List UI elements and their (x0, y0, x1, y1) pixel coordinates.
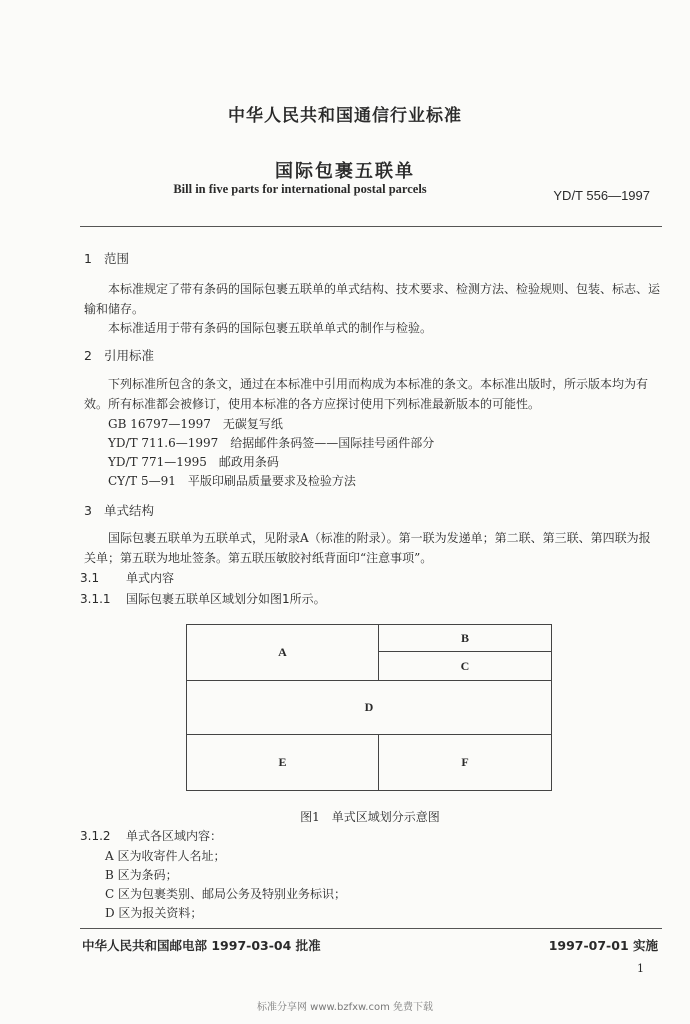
subsection-text: 国际包裹五联单区域划分如图1所示。 (126, 592, 326, 606)
region-d (187, 681, 551, 735)
section-title: 单式结构 (104, 503, 155, 518)
section-3-heading (84, 501, 154, 519)
region-label: C (460, 658, 470, 673)
section-number: 2 (84, 348, 92, 363)
subsection-title: 单式内容 (126, 571, 175, 585)
region-description-item: B 区为条码； (105, 868, 178, 882)
document-title-english: Bill in five parts for international postal parcels (173, 182, 427, 196)
section-title: 范围 (104, 251, 130, 266)
figure-caption: 图1 单式区域划分示意图 (300, 810, 440, 824)
section-1-paragraph-2: 本标准适用于带有条码的国际包裹五联单单式的制作与检验。 (108, 321, 433, 335)
region-description-item: C 区为包裹类别、邮局公务及特别业务标识； (105, 887, 346, 901)
subsection-number: 3.1 (80, 571, 100, 585)
reference-item: GB 16797—1997 无碳复写纸 (108, 417, 283, 431)
region-f (379, 735, 551, 790)
section-2-paragraph-1: 下列标准所包含的条文，通过在本标准中引用而构成为本标准的条文。本标准出版时，所示版本均为有效。所有标准都会被修订，使用本标准的各方应探讨使用下列标准最新版本的可能性。 (84, 377, 649, 411)
subsection-number: 3.1.2 (80, 829, 111, 843)
region-description-item: A 区为收寄件人名址； (105, 849, 226, 863)
section-3-paragraph-1: 国际包裹五联单为五联单式，见附录A（标准的附录）。第一联为发递单；第二联、第三联、第四联为报关单；第五联为地址签条。第五联压敏胶衬纸背面印“注意事项”。 (84, 531, 651, 565)
standard-number: YD/T 556—1997 (553, 188, 650, 203)
region-c (379, 652, 551, 681)
region-description-item: D 区为报关资料； (105, 906, 203, 920)
region-b (379, 625, 551, 652)
section-2-heading (84, 346, 154, 364)
region-diagram (186, 624, 552, 791)
section-1-heading (84, 249, 129, 267)
section-1-paragraph-1: 本标准规定了带有条码的国际包裹五联单的单式结构、技术要求、检测方法、检验规则、包装、标志、运输和储存。 (84, 282, 661, 316)
document-title-chinese: 国际包裹五联单 (275, 161, 415, 182)
section-number: 1 (84, 251, 92, 266)
region-label: A (278, 645, 287, 659)
subsection-3-1 (80, 568, 174, 588)
region-label: F (461, 755, 469, 769)
page-number: 1 (637, 962, 644, 975)
reference-item: YD/T 771—1995 邮政用条码 (108, 455, 279, 469)
subsection-text: 单式各区域内容： (126, 829, 223, 843)
reference-item: YD/T 711.6—1997 给据邮件条码签——国际挂号函件部分 (108, 436, 435, 450)
issuing-organization: 中华人民共和国通信行业标准 (228, 106, 462, 126)
section-title: 引用标准 (104, 348, 155, 363)
region-label: E (278, 755, 287, 769)
subsection-number: 3.1.1 (80, 592, 111, 606)
header-divider (80, 226, 662, 227)
section-number: 3 (84, 503, 92, 518)
watermark-text: 标准分享网 www.bzfxw.com 免费下载 (257, 1002, 433, 1013)
effective-date: 1997-07-01 实施 (548, 938, 658, 953)
region-label: B (460, 630, 469, 645)
reference-item: CY/T 5—91 平版印刷品质量要求及检验方法 (108, 474, 356, 488)
region-a (187, 625, 379, 681)
approval-line: 中华人民共和国邮电部 1997-03-04 批准 (82, 938, 321, 953)
region-e (187, 735, 379, 790)
footer-divider (80, 928, 662, 929)
subsection-3-1-1 (80, 589, 326, 609)
region-label: D (364, 700, 374, 714)
subsection-3-1-2 (80, 826, 222, 846)
